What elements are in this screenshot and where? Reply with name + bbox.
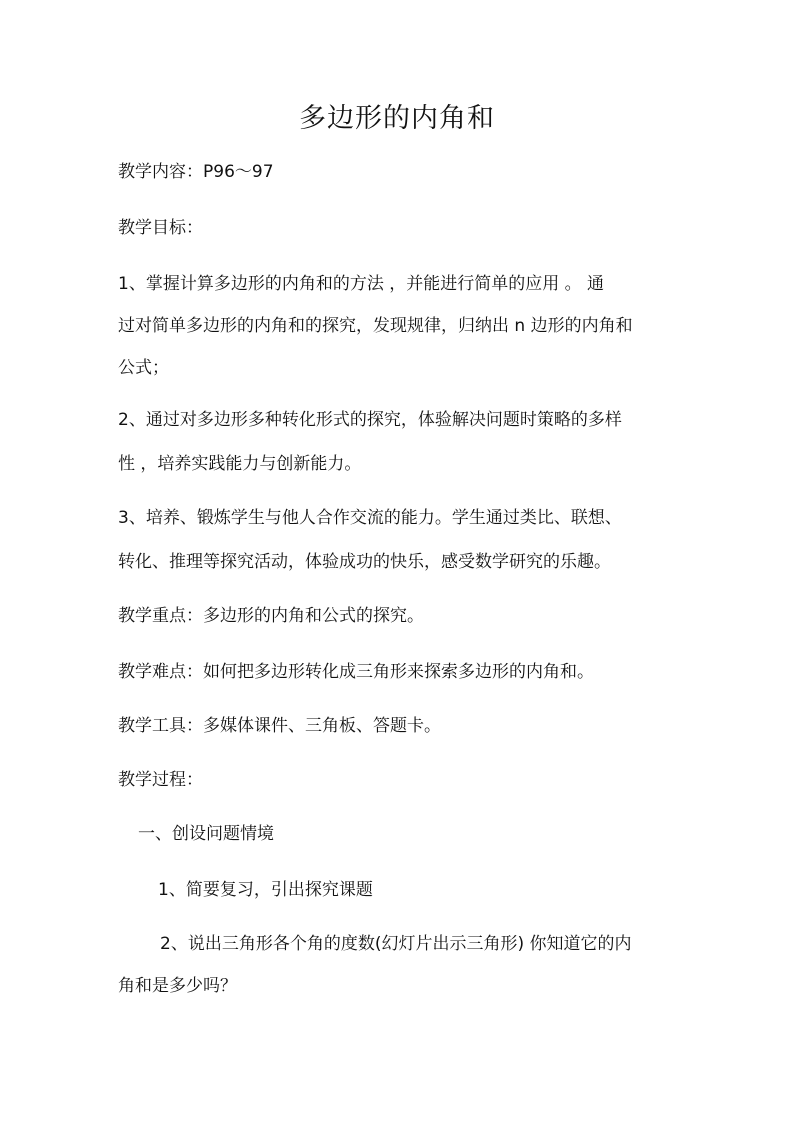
key-point-line: 教学重点：多边形的内角和公式的探究。 [118,606,424,626]
goal-2-line-2: 性 ，培养实践能力与创新能力。 [118,454,362,474]
step-2-line-1: 2、说出三角形各个角的度数(幻灯片出示三角形) 你知道它的内 [160,934,632,954]
step-1-line: 1、简要复习，引出探究课题 [158,880,373,900]
goal-1-line-1: 1、掌握计算多边形的内角和的方法 ，并能进行简单的应用 。 通 [118,274,605,294]
teaching-content-line: 教学内容：P96～97 [118,162,274,182]
goal-2-line-1: 2、通过对多边形多种转化形式的探究，体验解决问题时策略的多样 [118,410,622,430]
section-1-heading: 一、创设问题情境 [138,824,274,844]
tools-line: 教学工具：多媒体课件、三角板、答题卡。 [118,716,441,736]
process-heading: 教学过程： [118,770,203,790]
difficulty-line: 教学难点：如何把多边形转化成三角形来探索多边形的内角和。 [118,662,594,682]
goal-1-line-3: 公式； [118,358,169,378]
goal-3-line-1: 3、培养、锻炼学生与他人合作交流的能力。学生通过类比、联想、 [118,508,622,528]
goal-1-line-2: 过对简单多边形的内角和的探究，发现规律，归纳出 n 边形的内角和 [118,316,633,336]
teaching-goals-heading: 教学目标： [118,218,203,238]
goal-3-line-2: 转化、推理等探究活动，体验成功的快乐，感受数学研究的乐趣。 [118,552,611,572]
step-2-line-2: 角和是多少吗？ [118,976,237,996]
document-title: 多边形的内角和 [299,103,495,134]
